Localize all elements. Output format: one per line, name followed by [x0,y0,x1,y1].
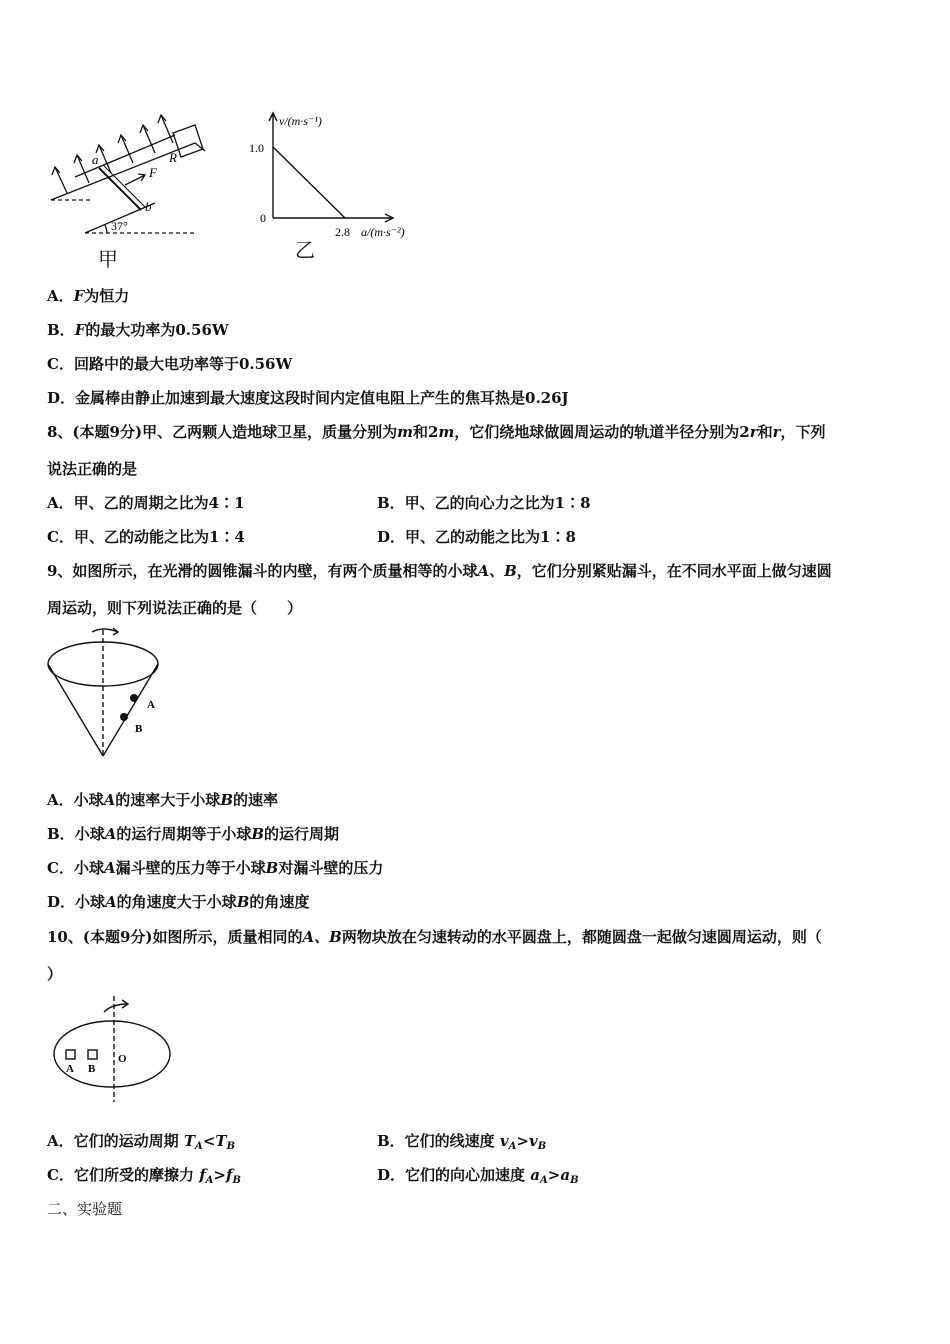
q9-stem-line2: 周运动，则下列说法正确的是（ ） [47,599,303,617]
q10-option-d: D．它们的向心加速度 $a_A>a_B$ [377,1166,579,1186]
label-a: a [92,152,99,167]
section-title: 二、实验题 [47,1200,123,1218]
q8-option-c: C．甲、乙的动能之比为1∶4 [47,528,245,546]
q10-option-a: A．它们的运动周期 $T_A<T_B$ [47,1132,236,1152]
q9-option-a: A．小球A的速率大于小球B的速率 [47,791,279,809]
q8-option-b: B．甲、乙的向心力之比为1∶8 [377,494,591,512]
q8-stem-line2: 说法正确的是 [47,460,138,478]
q10-option-b: B．它们的线速度 $v_A>v_B$ [377,1132,547,1152]
x-axis-label: a/(m·s⁻²) [361,225,405,239]
y-axis-label: v/(m·s⁻¹) [279,114,322,128]
figure-yi-graph [245,105,435,245]
q10-stem-line1: 10、(本题9分)如图所示，质量相同的A、B两物块放在匀速转动的水平圆盘上，都随圆盘一起做匀速圆周运动，则（ [47,928,822,946]
disk-label-b: B [88,1063,96,1075]
q7-option-c: C．回路中的最大电功率等于0.56W [47,355,293,373]
q9-option-d: D．小球A的角速度大于小球B的角速度 [47,893,310,911]
cone-label-b: B [135,723,143,735]
disk-label-o: O [118,1053,127,1065]
q8-option-a: A．甲、乙的周期之比为4∶1 [47,494,245,512]
figure-yi-caption: 乙 [295,238,315,262]
cone-label-a: A [147,699,155,711]
q7-option-d: D．金属棒由静止加速到最大速度这段时间内定值电阻上产生的焦耳热是0.26J [47,389,569,407]
figure-disk [48,992,178,1107]
y-tick-label: 1.0 [249,141,264,155]
label-F: F [149,165,157,180]
q7-option-b: B．F的最大功率为0.56W [47,321,229,339]
label-angle: 37° [111,219,128,233]
q10-stem-line2: ） [47,965,63,983]
q9-option-c: C．小球A漏斗壁的压力等于小球B对漏斗壁的压力 [47,859,384,877]
figure-cone [40,624,170,764]
q8-stem-line1: 8、(本题9分)甲、乙两颗人造地球卫星，质量分别为m和2m，它们绕地球做圆周运动的轨道半径分别为2r和r，下列 [47,423,826,441]
label-R: R [169,150,177,165]
q8-option-d: D．甲、乙的动能之比为1∶8 [377,528,576,546]
origin-label: 0 [260,211,266,225]
disk-label-a: A [66,1063,74,1075]
label-b: b [145,199,152,214]
q7-option-a: A．F为恒力 [47,287,130,305]
q9-option-b: B．小球A的运行周期等于小球B的运行周期 [47,825,340,843]
figure-jia-rails [45,105,225,240]
x-tick-label: 2.8 [335,225,350,239]
q9-stem-line1: 9、如图所示，在光滑的圆锥漏斗的内壁，有两个质量相等的小球A、B，它们分别紧贴漏斗，在不同水平面上做匀速圆 [47,562,832,580]
figure-jia-caption: 甲 [98,247,118,271]
q10-option-c: C．它们所受的摩擦力 $f_A>f_B$ [47,1166,241,1186]
